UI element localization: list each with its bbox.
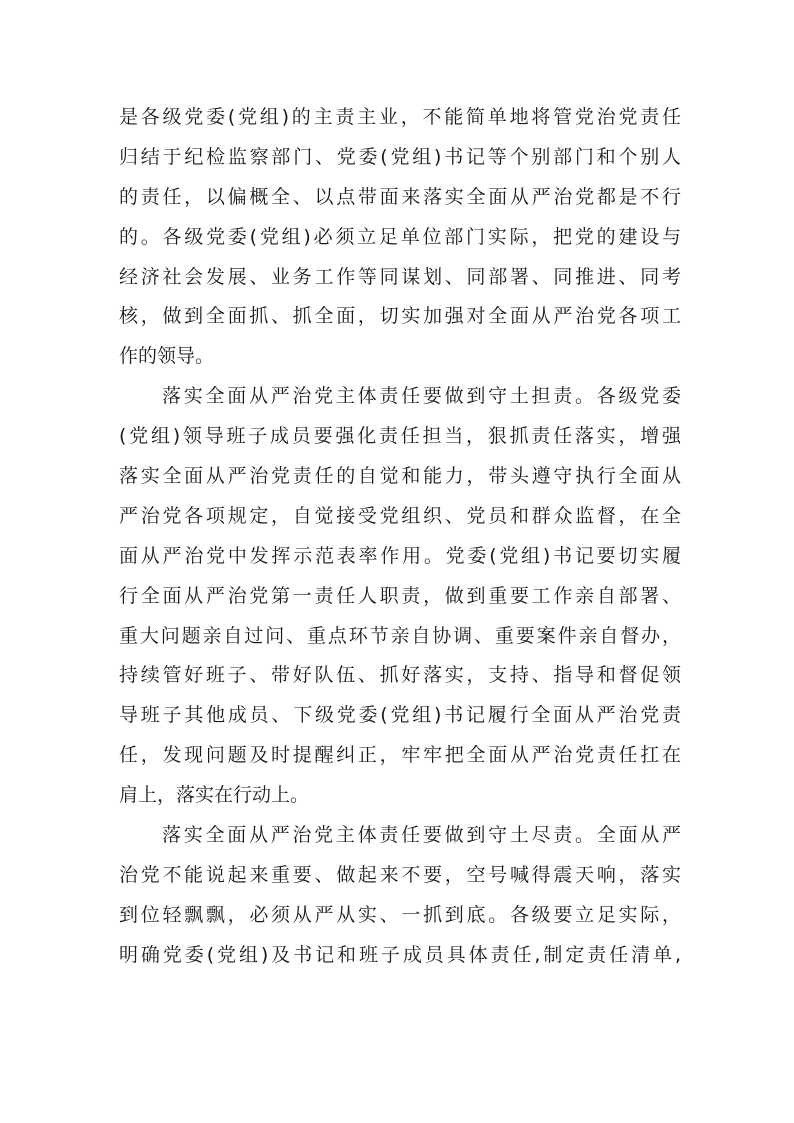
text-line: 归结于纪检监察部门、党委(党组)书记等个别部门和个别人 <box>119 145 681 168</box>
text-line: 持续管好班子、带好队伍、抓好落实，支持、指导和督促领 <box>119 664 681 687</box>
text-line: 落实全面从严治党责任的自觉和能力，带头遵守执行全面从 <box>119 465 681 488</box>
text-line: 落实全面从严治党主体责任要做到守土担责。各级党委 <box>162 385 681 408</box>
text-line: 导班子其他成员、下级党委(党组)书记履行全面从严治党责 <box>119 704 681 727</box>
text-line: 面从严治党中发挥示范表率作用。党委(党组)书记要切实履 <box>119 544 681 567</box>
paragraph-1 <box>119 98 681 377</box>
text-line: 是各级党委(党组)的主责主业，不能简单地将管党治党责任 <box>119 106 681 128</box>
text-line: 经济社会发展、业务工作等同谋划、同部署、同推进、同考 <box>119 265 681 288</box>
text-line: 任，发现问题及时提醒纠正，牢牢把全面从严治党责任扛在 <box>119 744 681 767</box>
text-line: 行全面从严治党第一责任人职责，做到重要工作亲自部署、 <box>119 584 681 607</box>
text-line: 严治党各项规定，自觉接受党组织、党员和群众监督，在全 <box>119 504 681 527</box>
paragraph-3 <box>119 816 681 976</box>
paragraph-2 <box>119 377 681 816</box>
text-line: (党组)领导班子成员要强化责任担当，狠抓责任落实，增强 <box>119 425 681 448</box>
text-line: 明确党委(党组)及书记和班子成员具体责任,制定责任清单, <box>119 943 681 966</box>
text-line: 到位轻飘飘，必须从严从实、一抓到底。各级要立足实际， <box>119 903 681 926</box>
text-line: 治党不能说起来重要、做起来不要，空号喊得震天响，落实 <box>119 863 681 886</box>
text-line: 核，做到全面抓、抓全面，切实加强对全面从严治党各项工 <box>119 305 681 328</box>
body-text <box>119 98 681 976</box>
text-line: 的。各级党委(党组)必须立足单位部门实际，把党的建设与 <box>119 225 681 248</box>
text-line: 的责任，以偏概全、以点带面来落实全面从严治党都是不行 <box>119 185 681 208</box>
text-line: 落实全面从严治党主体责任要做到守土尽责。全面从严 <box>162 824 681 847</box>
text-line: 重大问题亲自过问、重点环节亲自协调、重要案件亲自督办， <box>119 624 681 647</box>
text-line: 肩上，落实在行动上。 <box>119 784 310 807</box>
text-line: 作的领导。 <box>119 345 215 368</box>
